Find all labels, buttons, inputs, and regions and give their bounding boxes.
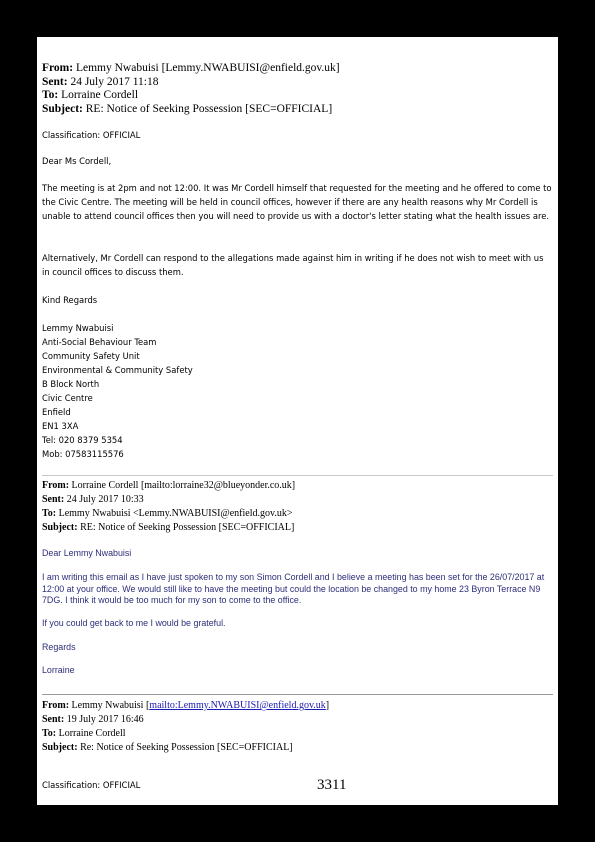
header-sent: Sent: 24 July 2017 11:18: [42, 75, 159, 88]
document-page: [37, 37, 558, 805]
forward1-greeting: Dear Lemmy Nwabuisi: [42, 548, 132, 558]
signature-block: [42, 321, 193, 461]
greeting: Dear Ms Cordell,: [42, 156, 112, 166]
forward1-closing: Regards: [42, 642, 76, 652]
signature-line: Environmental & Community Safety: [42, 365, 193, 375]
signature-line: Tel: 020 8379 5354: [42, 435, 123, 445]
forward1-paragraph-2: If you could get back to me I would be grateful.: [42, 618, 226, 628]
subject-value: RE: Notice of Seeking Possession [SEC=OFFICIAL]: [85, 102, 333, 115]
signature-line: EN1 3XA: [42, 421, 79, 431]
header-subject: Subject: RE: Notice of Seeking Possession [SEC=OFFICIAL]: [42, 102, 333, 115]
paragraph-2: Alternatively, Mr Cordell can respond to the allegations made against him in writing if he does not wish to meet with us in council offices to discuss them.: [42, 253, 544, 277]
sent-value: 24 July 2017 11:18: [70, 75, 159, 88]
closing: Kind Regards: [42, 295, 98, 305]
email-link[interactable]: mailto:Lemmy.NWABUISI@enfield.gov.uk: [149, 700, 326, 711]
forward1-name: Lorraine: [42, 665, 75, 675]
classification-bottom: Classification: OFFICIAL: [42, 780, 141, 790]
forward-header-2: From: Lemmy Nwabuisi [mailto:Lemmy.NWABUISI@enfield.gov.uk] Sent: 19 July 2017 16:46 To: Lorraine Cordell Subject: Re: Notice of Seeking Possession [SEC=OFFICIAL]: [42, 700, 330, 753]
email-header: [42, 62, 340, 116]
signature-line: Mob: 07583115576: [42, 449, 124, 459]
divider: [42, 475, 553, 476]
page-number: 3311: [317, 777, 347, 793]
paragraph-1: The meeting is at 2pm and not 12:00. It was Mr Cordell himself that requested for the meeting and he offered to come to the Civic Centre. The meeting will be held in council offices, however if there are any health reasons why Mr Cordell is unable to attend council offices then you will need to provide us with a doctor's letter stating what the health issues are.: [42, 183, 552, 221]
header-to: To: Lorraine Cordell: [42, 89, 139, 101]
signature-line: Civic Centre: [42, 393, 93, 403]
forward-header-1: From: Lorraine Cordell [mailto:lorraine32@blueyonder.co.uk] Sent: 24 July 2017 10:33 To: Lemmy Nwabuisi <Lemmy.NWABUISI@enfield.gov.uk> Subject: RE: Notice of Seeking Possession [SEC=OFFICIAL]: [42, 480, 296, 533]
to-value: Lorraine Cordell: [61, 89, 139, 101]
classification-top: Classification: OFFICIAL: [42, 130, 141, 140]
forward1-paragraph-1: I am writing this email as I have just spoken to my son Simon Cordell and I believe a meeting has been set for the 26/07/2017 at 12:00 at your office. We would still like to have the meeting but could the location be changed to my home 23 Byron Terrace N9 7DG. I think it would be too much for my son to come to the office.: [42, 572, 545, 605]
signature-line: B Block North: [42, 379, 100, 389]
signature-line: Anti-Social Behaviour Team: [42, 337, 157, 347]
signature-line: Community Safety Unit: [42, 351, 140, 361]
divider: [42, 694, 553, 695]
signature-line: Enfield: [42, 407, 71, 417]
header-from: From: Lemmy Nwabuisi [Lemmy.NWABUISI@enfield.gov.uk]: [42, 62, 340, 74]
signature-line: Lemmy Nwabuisi: [42, 323, 114, 333]
from-value: Lemmy Nwabuisi [Lemmy.NWABUISI@enfield.gov.uk]: [75, 62, 340, 74]
